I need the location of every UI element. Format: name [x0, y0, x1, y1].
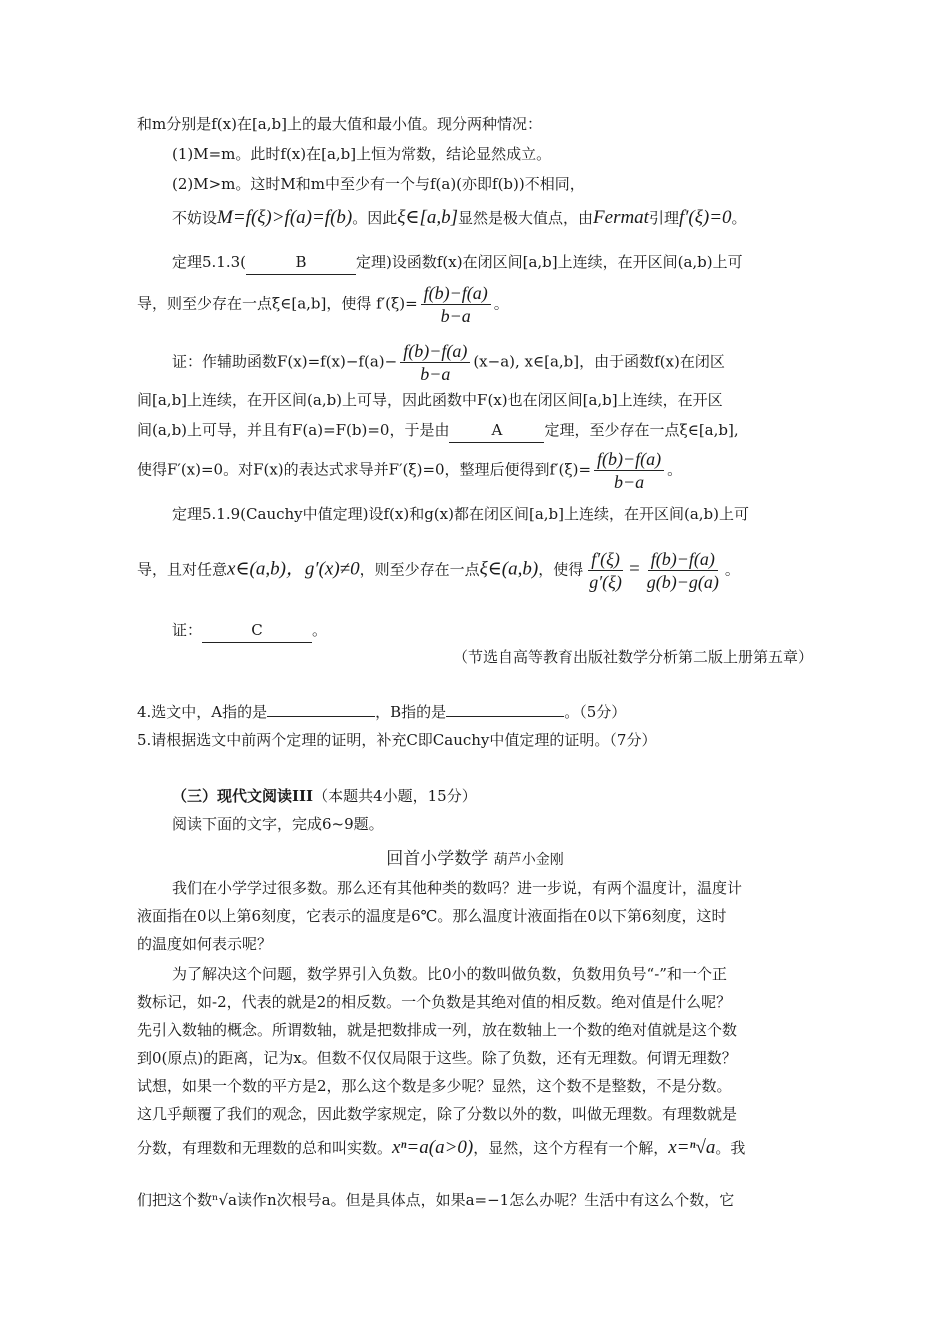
paragraph-line: [137, 1136, 745, 1160]
numerator: f(b)−f(a): [594, 448, 664, 471]
text: 导，则至少存在一点ξ∈[a,b]，使得 f′(ξ)=: [137, 294, 418, 313]
blank-a[interactable]: A: [449, 418, 544, 443]
text: ，使得: [538, 560, 584, 579]
proof-line: [137, 418, 739, 443]
heading: （三）现代文阅读III: [172, 787, 314, 805]
paragraph-line: 这几乎颠覆了我们的观念，因此数学家规定，除了分数以外的数，叫做无理数。有理数就是: [137, 1105, 738, 1123]
paragraph-line: 的温度如何表示呢？: [137, 935, 273, 953]
question-4: [137, 700, 626, 724]
text: 。（5分）: [564, 703, 627, 721]
article-title: [0, 844, 950, 869]
paragraph-line: 我们在小学学过很多数。那么还有其他种类的数吗？进一步说，有两个温度计，温度计: [172, 879, 743, 897]
text: 导，且对任意: [137, 560, 228, 579]
proof-line: [172, 340, 725, 385]
text-line: 和m分别是f(x)在[a,b]上的最大值和最小值。现分两种情况：: [137, 115, 542, 133]
text: 。: [731, 209, 747, 227]
fraction: [594, 448, 664, 493]
answer-blank-b[interactable]: [446, 716, 564, 717]
text: 证：作辅助函数F(x)=f(x)−f(a)−: [172, 352, 398, 371]
heading-note: （本题共4小题，15分）: [313, 787, 477, 805]
text: ，B指的是: [375, 703, 447, 721]
text-line: [137, 548, 740, 593]
text: 。: [493, 294, 509, 313]
answer-blank-a[interactable]: [267, 716, 375, 717]
fraction: [644, 548, 722, 593]
denominator: g′(ξ): [589, 572, 622, 592]
text-line: [137, 282, 509, 327]
blank-b[interactable]: B: [246, 250, 356, 275]
formula: Fermat: [593, 207, 649, 228]
numerator: f′(ξ): [588, 548, 623, 571]
paragraph-line: 液面指在0以上第6刻度，它表示的温度是6℃。那么温度计液面指在0以下第6刻度，这时: [137, 907, 727, 925]
proof-line: 间[a,b]上连续，在开区间(a,b)上可导，因此函数中F(x)也在闭区间[a,b]上连续，在开区: [137, 391, 723, 409]
text: 显然是极大值点，由: [458, 209, 594, 227]
text: ，显然，这个方程有一个解，: [473, 1139, 669, 1157]
text: 。我: [715, 1139, 746, 1157]
text: 不妨设: [172, 209, 218, 227]
text: 引理: [648, 209, 679, 227]
case-2: (2)M>m。这时M和m中至少有一个与f(a)(亦即f(b))不相同，: [172, 175, 585, 193]
formula: x=ⁿ√a: [668, 1137, 716, 1158]
text: 定理5.1.3(: [172, 253, 247, 271]
text-line: [172, 206, 747, 230]
fraction: [421, 282, 491, 327]
text: 证：: [172, 621, 203, 639]
text: 定理)设函数f(x)在闭区间[a,b]上连续，在开区间(a,b)上可: [356, 253, 743, 271]
theorem-5-1-3: [172, 250, 743, 275]
formula: ξ∈(a,b): [479, 558, 539, 580]
proof-c-line: [172, 618, 327, 643]
case-1: (1)M=m。此时f(x)在[a,b]上恒为常数，结论显然成立。: [172, 145, 552, 163]
instruction: 阅读下面的文字，完成6~9题。: [172, 815, 384, 833]
text: 。: [667, 460, 683, 479]
text: 使得F′(x)=0。对F(x)的表达式求导并F′(ξ)=0，整理后便得到f′(ξ)=: [137, 460, 592, 479]
formula: M=f(ξ)>f(a)=f(b): [217, 207, 353, 228]
proof-line: [137, 448, 682, 493]
blank-c[interactable]: C: [202, 618, 312, 643]
paragraph-line: 数标记，如-2，代表的就是2的相反数。一个负数是其绝对值的相反数。绝对值是什么呢？: [137, 993, 732, 1011]
source-note: （节选自高等教育出版社数学分析第二版上册第五章）: [452, 648, 813, 666]
formula: xⁿ=a(a>0): [392, 1137, 474, 1158]
fraction: [400, 340, 470, 385]
paragraph-line: 为了解决这个问题，数学界引入负数。比0小的数叫做负数，负数用负号“-”和一个正: [172, 965, 727, 983]
paragraph-line: 先引入数轴的概念。所谓数轴，就是把数排成一列，放在数轴上一个数的绝对值就是这个数: [137, 1021, 738, 1039]
paragraph-line: 们把这个数ⁿ√a读作n次根号a。但是具体点，如果a=−1怎么办呢？生活中有这么个数，它: [137, 1191, 735, 1209]
text: ，则至少存在一点: [359, 560, 480, 579]
question-5: 5.请根据选文中前两个定理的证明，补充C即Cauchy中值定理的证明。（7分）: [137, 731, 657, 749]
text: 间(a,b)上可导，并且有F(a)=F(b)=0，于是由: [137, 421, 450, 439]
denominator: b−a: [420, 364, 451, 384]
numerator: f(b)−f(a): [648, 548, 718, 571]
author: 葫芦小金刚: [493, 852, 564, 868]
equals: =: [627, 558, 641, 580]
title-text: 回首小学数学: [386, 849, 489, 869]
text: 。因此: [352, 209, 398, 227]
text: 定理，至少存在一点ξ∈[a,b],: [544, 421, 739, 439]
formula: f′(ξ)=0: [678, 207, 732, 228]
paragraph-line: 到0(原点)的距离，记为x。但数不仅仅局限于这些。除了负数，还有无理数。何谓无理数？: [137, 1049, 737, 1067]
text: 分数，有理数和无理数的总和叫实数。: [137, 1139, 393, 1157]
numerator: f(b)−f(a): [400, 340, 470, 363]
text: 4.选文中，A指的是: [137, 703, 268, 721]
paragraph-line: 试想，如果一个数的平方是2，那么这个数是多少呢？显然，这个数不是整数，不是分数。: [137, 1077, 732, 1095]
formula: ξ∈[a,b]: [397, 207, 459, 228]
text: (x−a), x∈[a,b]，由于函数f(x)在闭区: [473, 352, 725, 371]
text: 。: [724, 560, 740, 579]
denominator: b−a: [440, 306, 471, 326]
numerator: f(b)−f(a): [421, 282, 491, 305]
text: 。: [312, 621, 328, 639]
denominator: g(b)−g(a): [646, 572, 719, 592]
theorem-5-1-9: 定理5.1.9(Cauchy中值定理)设f(x)和g(x)都在闭区间[a,b]上连续，在开区间(a,b)上可: [172, 505, 750, 523]
section-heading: [172, 784, 477, 808]
fraction: [586, 548, 625, 593]
formula: x∈(a,b)，g′(x)≠0: [227, 558, 360, 580]
denominator: b−a: [614, 472, 645, 492]
